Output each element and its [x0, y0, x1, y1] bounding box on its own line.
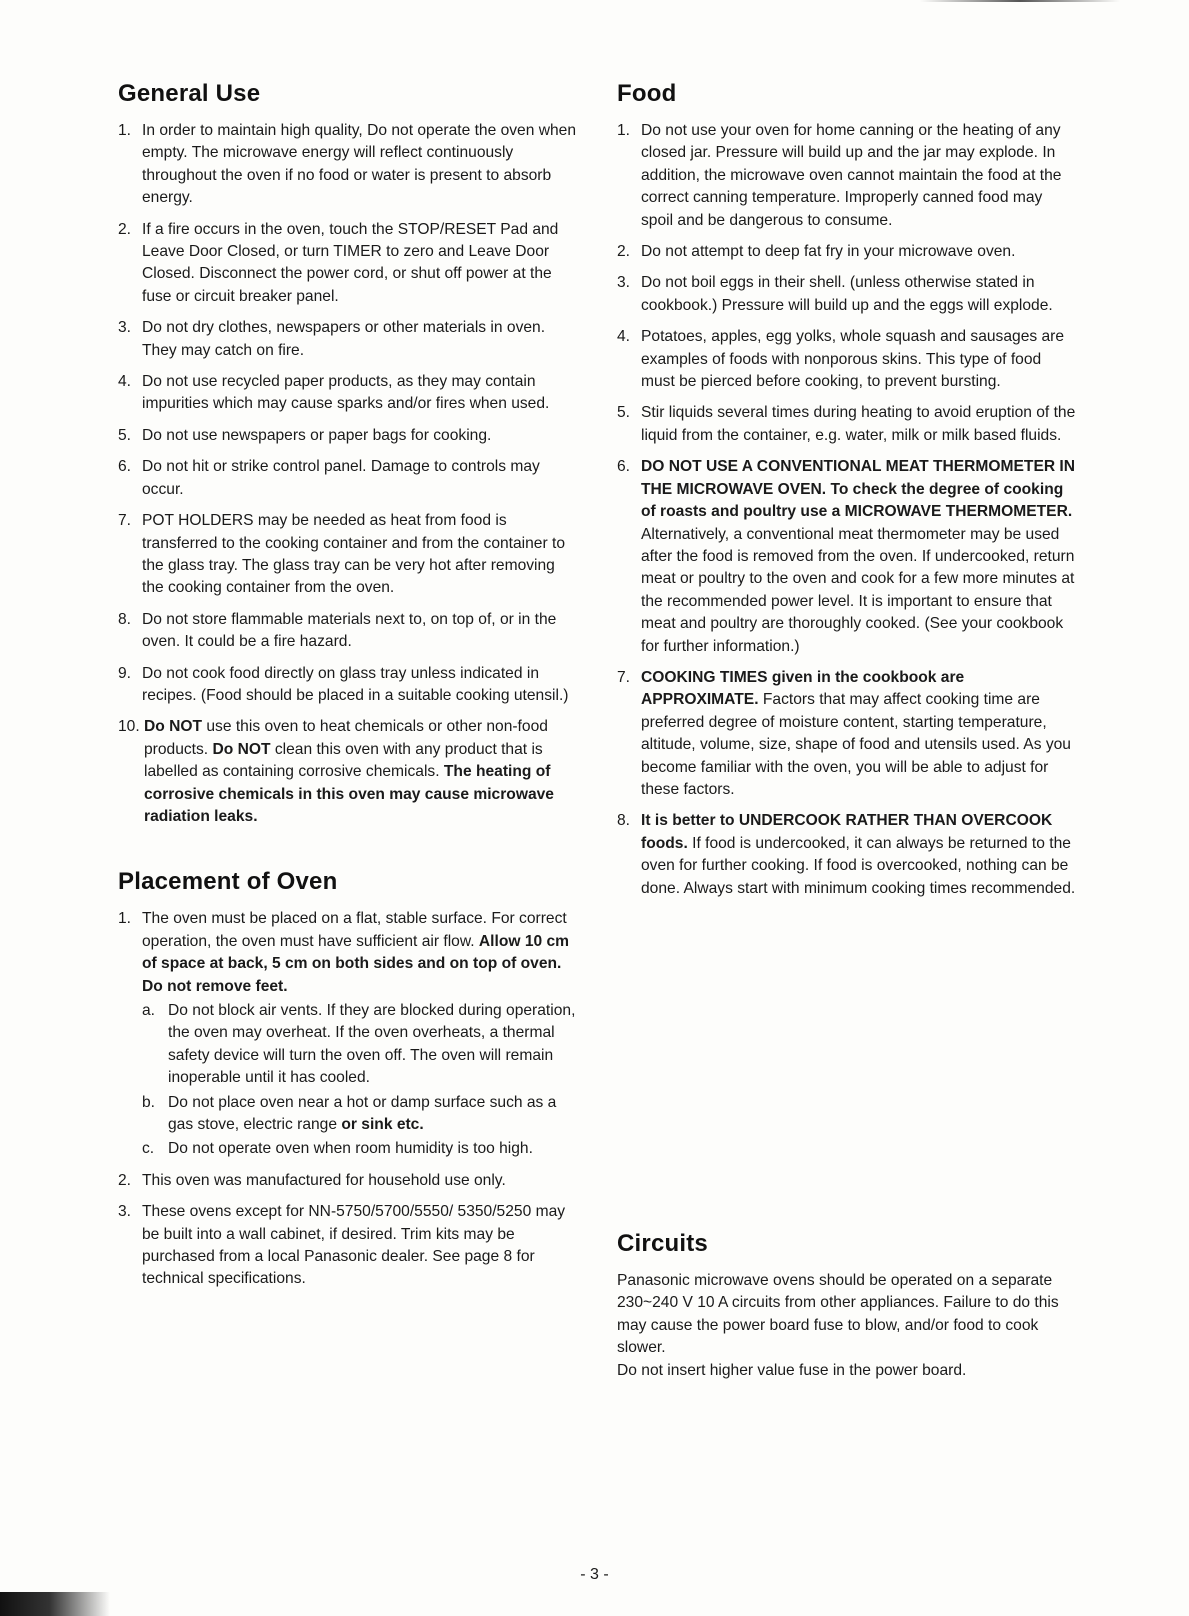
- item-body: [144, 716, 580, 828]
- item-text: Do not use your oven for home canning or the heating of any closed jar. Pressure will build up and the jar may explode. In addition, the microwave oven cannot maintain the food at the correct canning temperature. Improperly canned food may spoil and be dangerous to consume.: [641, 122, 1062, 229]
- list-item: [118, 510, 580, 600]
- section-circuits: [617, 1230, 1077, 1382]
- item-number: 3.: [617, 274, 631, 292]
- list-item: [118, 425, 580, 447]
- item-text: POT HOLDERS may be needed as heat from food is transferred to the cooking container and from the container to the glass tray. The glass tray can be very hot after removing the cooking container from the oven.: [142, 512, 566, 597]
- item-text: Do not dry clothes, newspapers or other materials in oven. They may catch on fire.: [142, 319, 546, 359]
- section-general-use: [118, 80, 580, 828]
- item-number: 6.: [118, 458, 132, 476]
- item-text: Do not attempt to deep fat fry in your microwave oven.: [641, 243, 1016, 261]
- item-text: Do not hit or strike control panel. Damage to controls may occur.: [142, 458, 540, 498]
- item-number: 7.: [617, 668, 631, 686]
- item-number: 8.: [118, 610, 132, 628]
- list-item: [617, 272, 1077, 317]
- list-item: [617, 120, 1077, 232]
- item-text: Do not use newspapers or paper bags for cooking.: [142, 426, 492, 444]
- bold-text: Allow 10 cm of space at back, 5 cm on both sides and on top of oven. Do not remove feet.: [142, 932, 570, 995]
- bold-text: It is better to UNDERCOOK RATHER THAN OVERCOOK foods.: [641, 812, 1053, 852]
- list-item: [118, 317, 580, 362]
- list-item: [118, 663, 580, 708]
- item-text: clean this oven with any product that is labelled as containing corrosive chemicals.: [144, 740, 543, 781]
- item-number: 1.: [617, 122, 631, 139]
- item-body: [641, 120, 1077, 232]
- item-body: [641, 272, 1077, 317]
- bold-text: The heating of corrosive chemicals in this oven may cause microwave radiation leaks.: [144, 763, 554, 825]
- item-number: 8.: [617, 812, 631, 830]
- item-number: 6.: [617, 458, 631, 476]
- item-text: If food is undercooked, it can always be returned to the oven for further cooking. If food is overcooked, nothing can be done. Always start with minimum cooking times recommended.: [641, 834, 1076, 897]
- bold-text: DO NOT USE A CONVENTIONAL MEAT THERMOMETER IN THE MICROWAVE OVEN. To check the degree of cooking of roasts and poultry use a MICROWAVE THERMOMETER.: [641, 458, 1076, 521]
- sub-item: [142, 1092, 580, 1137]
- item-number: 5.: [118, 426, 132, 444]
- item-body: [641, 402, 1077, 447]
- sub-item-body: [168, 1092, 580, 1137]
- sub-item-body: [168, 1000, 580, 1090]
- sub-item: [142, 1000, 580, 1090]
- section-placement-of-oven: [118, 868, 580, 1291]
- section-title-food: Food: [617, 80, 677, 107]
- list-item: [118, 456, 580, 501]
- item-text: Do not place oven near a hot or damp surface such as a gas stove, electric range: [168, 1093, 557, 1134]
- item-number: 5.: [617, 404, 631, 422]
- item-text: Potatoes, apples, egg yolks, whole squash and sausages are examples of foods with nonporous skins. This type of food must be pierced before cooking, to prevent bursting.: [641, 328, 1065, 391]
- circuits-paragraph-fuse: Do not insert higher value fuse in the power board.: [617, 1361, 967, 1379]
- item-number: 7.: [118, 512, 132, 530]
- item-number: 9.: [118, 664, 132, 682]
- food-list: [617, 120, 1077, 900]
- list-item: [617, 402, 1077, 447]
- item-text: Do not use recycled paper products, as they may contain impurities which may cause sparks and/or fires when used.: [142, 373, 550, 413]
- list-item: [118, 120, 580, 210]
- item-text: Do not cook food directly on glass tray unless indicated in recipes. (Food should be placed in a suitable cooking utensil.): [142, 664, 569, 704]
- item-body: [142, 219, 580, 309]
- item-number: 2.: [617, 243, 631, 261]
- item-body: [641, 810, 1077, 900]
- item-body: [641, 326, 1077, 393]
- item-number: 3.: [118, 319, 132, 337]
- item-body: [641, 667, 1077, 801]
- sub-item-letter: c.: [142, 1140, 155, 1158]
- sub-item-letter: b.: [142, 1093, 156, 1111]
- scan-edge-line: [920, 0, 1120, 2]
- item-text: Do not block air vents. If they are blocked during operation, the oven may overheat. If the oven overheats, a thermal safety device will turn the oven off. The oven will remain inoperable until it has cooled.: [168, 1002, 576, 1087]
- item-text: Alternatively, a conventional meat thermometer may be used after the food is removed from the oven. If undercooked, return meat or poultry to the oven and cook for a few more minutes at the recommended power level. It is important to ensure that meat and poultry are thoroughly cooked. (See your cookbook for further information.): [641, 525, 1075, 655]
- bold-text: or sink etc.: [341, 1116, 424, 1134]
- section-title-circuits: Circuits: [617, 1230, 708, 1257]
- circuits-paragraph: Panasonic microwave ovens should be operated on a separate 230~240 V 10 A circuits from other appliances. Failure to do this may cause the power board fuse to blow, and/or food to cook slower.: [617, 1272, 1059, 1357]
- item-number: 4.: [118, 373, 132, 391]
- section-title-placement: Placement of Oven: [118, 868, 338, 896]
- item-text: Do not store flammable materials next to, on top of, or in the oven. It could be a fire hazard.: [142, 610, 557, 651]
- item-body: [142, 371, 580, 416]
- list-item: [617, 810, 1077, 900]
- item-body: [641, 241, 1077, 263]
- list-item: [118, 1170, 580, 1192]
- item-body: [142, 456, 580, 501]
- item-body: [142, 609, 580, 654]
- list-item: [118, 219, 580, 309]
- item-number: 1.: [118, 910, 132, 928]
- item-text: use this oven to heat chemicals or other non-food products.: [144, 718, 548, 758]
- list-item: [617, 667, 1077, 801]
- item-body: [142, 663, 580, 708]
- bold-text: Do NOT: [144, 718, 203, 736]
- sub-item-letter: a.: [142, 1002, 156, 1019]
- sub-item: [142, 1138, 580, 1160]
- list-item: [617, 241, 1077, 263]
- placement-list: [118, 908, 580, 1291]
- general-use-list: [118, 120, 580, 828]
- list-item: [118, 371, 580, 416]
- item-number: 2.: [118, 220, 132, 238]
- item-body: [142, 1170, 580, 1192]
- left-column: [118, 80, 580, 1300]
- list-item: [617, 326, 1077, 393]
- item-text: Do not operate oven when room humidity is too high.: [168, 1140, 533, 1158]
- section-food: [617, 80, 1077, 900]
- item-text: Factors that may affect cooking time are preferred degree of moisture content, starting temperature, altitude, volume, size, shape of food and utensils used. As you become familiar with the oven, you will be able to adjust for these factors.: [641, 691, 1071, 798]
- item-text: The oven must be placed on a flat, stable surface. For correct operation, the oven must have sufficient air flow.: [142, 910, 567, 950]
- item-number: 2.: [118, 1171, 132, 1189]
- item-body: [142, 510, 580, 600]
- item-text: In order to maintain high quality, Do not operate the oven when empty. The microwave energy will reflect continuously throughout the oven if no food or water is present to absorb energy.: [142, 122, 577, 207]
- item-text: These ovens except for NN-5750/5700/5550/ 5350/5250 may be built into a wall cabinet, if desired. Trim kits may be purchased from a local Panasonic dealer. See page 8 for technical specifications.: [142, 1203, 566, 1288]
- item-number: 10.: [118, 718, 140, 736]
- item-text: This oven was manufactured for household use only.: [142, 1171, 506, 1189]
- list-item: [118, 908, 580, 1160]
- sub-item-body: [168, 1138, 580, 1160]
- item-text: Stir liquids several times during heating to avoid eruption of the liquid from the container, e.g. water, milk or milk based fluids.: [641, 404, 1076, 444]
- list-item: [617, 456, 1077, 658]
- item-body: [142, 425, 580, 447]
- right-column: [617, 80, 1077, 909]
- item-number: 1.: [118, 122, 132, 139]
- item-body: [142, 1201, 580, 1291]
- item-text: If a fire occurs in the oven, touch the STOP/RESET Pad and Leave Door Closed, or turn TIMER to zero and Leave Door Closed. Disconnect the power cord, or shut off power at the fuse or circuit breaker panel.: [142, 220, 559, 305]
- section-title-general-use: General Use: [118, 80, 261, 107]
- item-body: [142, 908, 580, 998]
- item-number: 3.: [118, 1203, 132, 1221]
- bold-text: Do NOT: [212, 740, 271, 758]
- item-text: Do not boil eggs in their shell. (unless otherwise stated in cookbook.) Pressure will build up and the eggs will explode.: [641, 274, 1053, 314]
- bold-text: COOKING TIMES given in the cookbook are APPROXIMATE.: [641, 668, 965, 709]
- scan-artifact-mark: [0, 1592, 110, 1616]
- item-number: 4.: [617, 328, 631, 346]
- item-body: [142, 120, 580, 210]
- list-item: [118, 716, 580, 828]
- page-number: - 3 -: [580, 1566, 609, 1583]
- list-item: [118, 609, 580, 654]
- item-body: [641, 456, 1077, 658]
- list-item: [118, 1201, 580, 1291]
- item-body: [142, 317, 580, 362]
